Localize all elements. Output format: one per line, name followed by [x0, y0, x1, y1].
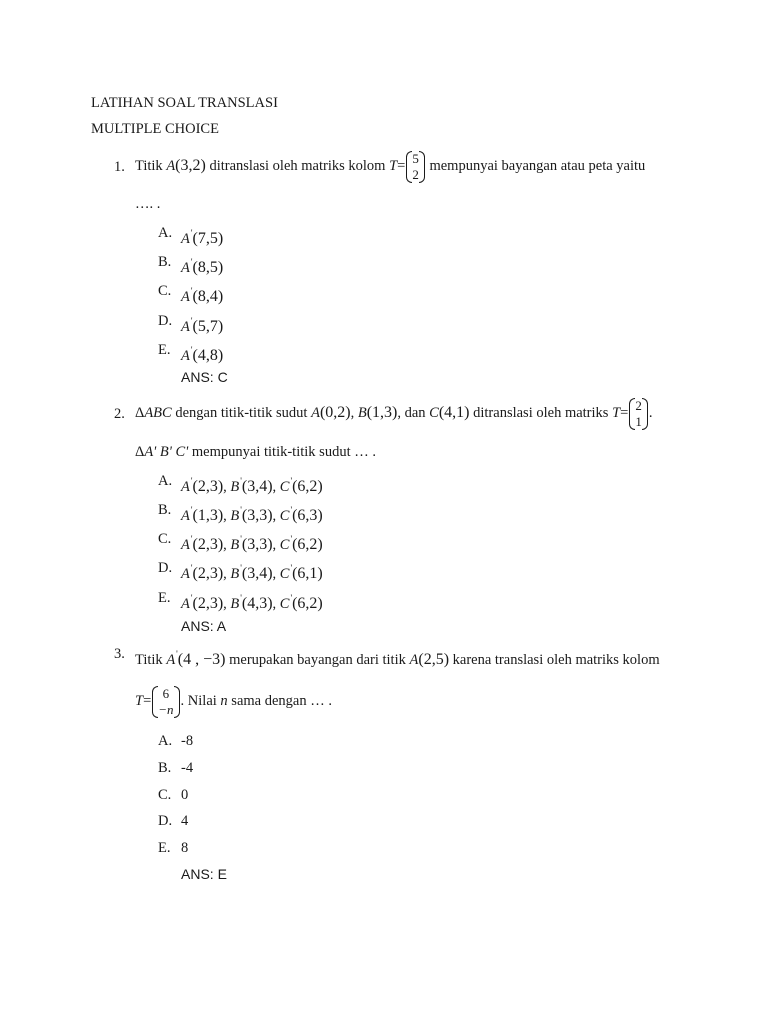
column-matrix: 5 2: [406, 151, 425, 183]
question-text: Titik A'(4 , −3) merupakan bayangan dari titik A(2,5) karena translasi oleh matriks kolom: [135, 649, 660, 668]
option-text: A'(5,7): [181, 316, 224, 335]
option-text: 4: [181, 813, 189, 829]
option-text: A'(2,3), B'(4,3), C'(6,2): [181, 593, 323, 612]
option-text: A'(2,3), B'(3,3), C'(6,2): [181, 534, 323, 553]
option-letter: E.: [158, 342, 171, 358]
question-text: ΔABC dengan titik-titik sudut A(0,2), B(1,3), dan C(4,1) ditranslasi oleh matriks T= 2 1 .: [135, 397, 653, 429]
answer-key: ANS: C: [181, 369, 228, 385]
option-letter: C.: [158, 531, 172, 547]
option-text: 8: [181, 840, 189, 856]
option-letter: D.: [158, 813, 173, 829]
option-letter: C.: [158, 283, 172, 299]
question-text: Titik A(3,2) ditranslasi oleh matriks kolom T= 5 2 mempunyai bayangan atau peta yaitu: [135, 150, 646, 182]
question-number: 3.: [114, 646, 125, 662]
option-text: A'(1,3), B'(3,3), C'(6,3): [181, 505, 323, 524]
option-text: A'(8,4): [181, 286, 224, 305]
answer-key: ANS: E: [181, 866, 227, 882]
option-letter: B.: [158, 760, 172, 776]
question-continuation: …. .: [135, 196, 161, 212]
column-matrix: 2 1: [629, 398, 648, 430]
option-letter: A.: [158, 225, 173, 241]
option-text: -4: [181, 760, 194, 776]
answer-key: ANS: A: [181, 618, 227, 634]
option-letter: E.: [158, 840, 171, 856]
question-number: 2.: [114, 406, 125, 422]
option-text: 0: [181, 787, 189, 803]
page-title: LATIHAN SOAL TRANSLASI: [91, 95, 278, 111]
section-subtitle: MULTIPLE CHOICE: [91, 121, 219, 137]
option-letter: A.: [158, 733, 173, 749]
option-letter: B.: [158, 502, 172, 518]
option-letter: E.: [158, 590, 171, 606]
option-text: A'(7,5): [181, 228, 224, 247]
option-text: A'(2,3), B'(3,4), C'(6,2): [181, 476, 323, 495]
option-letter: A.: [158, 473, 173, 489]
option-letter: D.: [158, 313, 173, 329]
option-text: A'(2,3), B'(3,4), C'(6,1): [181, 563, 323, 582]
option-text: A'(4,8): [181, 345, 224, 364]
question-continuation: T= 6 −n . Nilai n sama dengan … .: [135, 685, 332, 717]
option-text: -8: [181, 733, 194, 749]
option-letter: C.: [158, 787, 172, 803]
option-text: A'(8,5): [181, 257, 224, 276]
column-matrix: 6 −n: [152, 686, 179, 718]
option-letter: B.: [158, 254, 172, 270]
option-letter: D.: [158, 560, 173, 576]
question-number: 1.: [114, 159, 125, 175]
question-continuation: ΔA' B' C' mempunyai titik-titik sudut … .: [135, 444, 376, 460]
